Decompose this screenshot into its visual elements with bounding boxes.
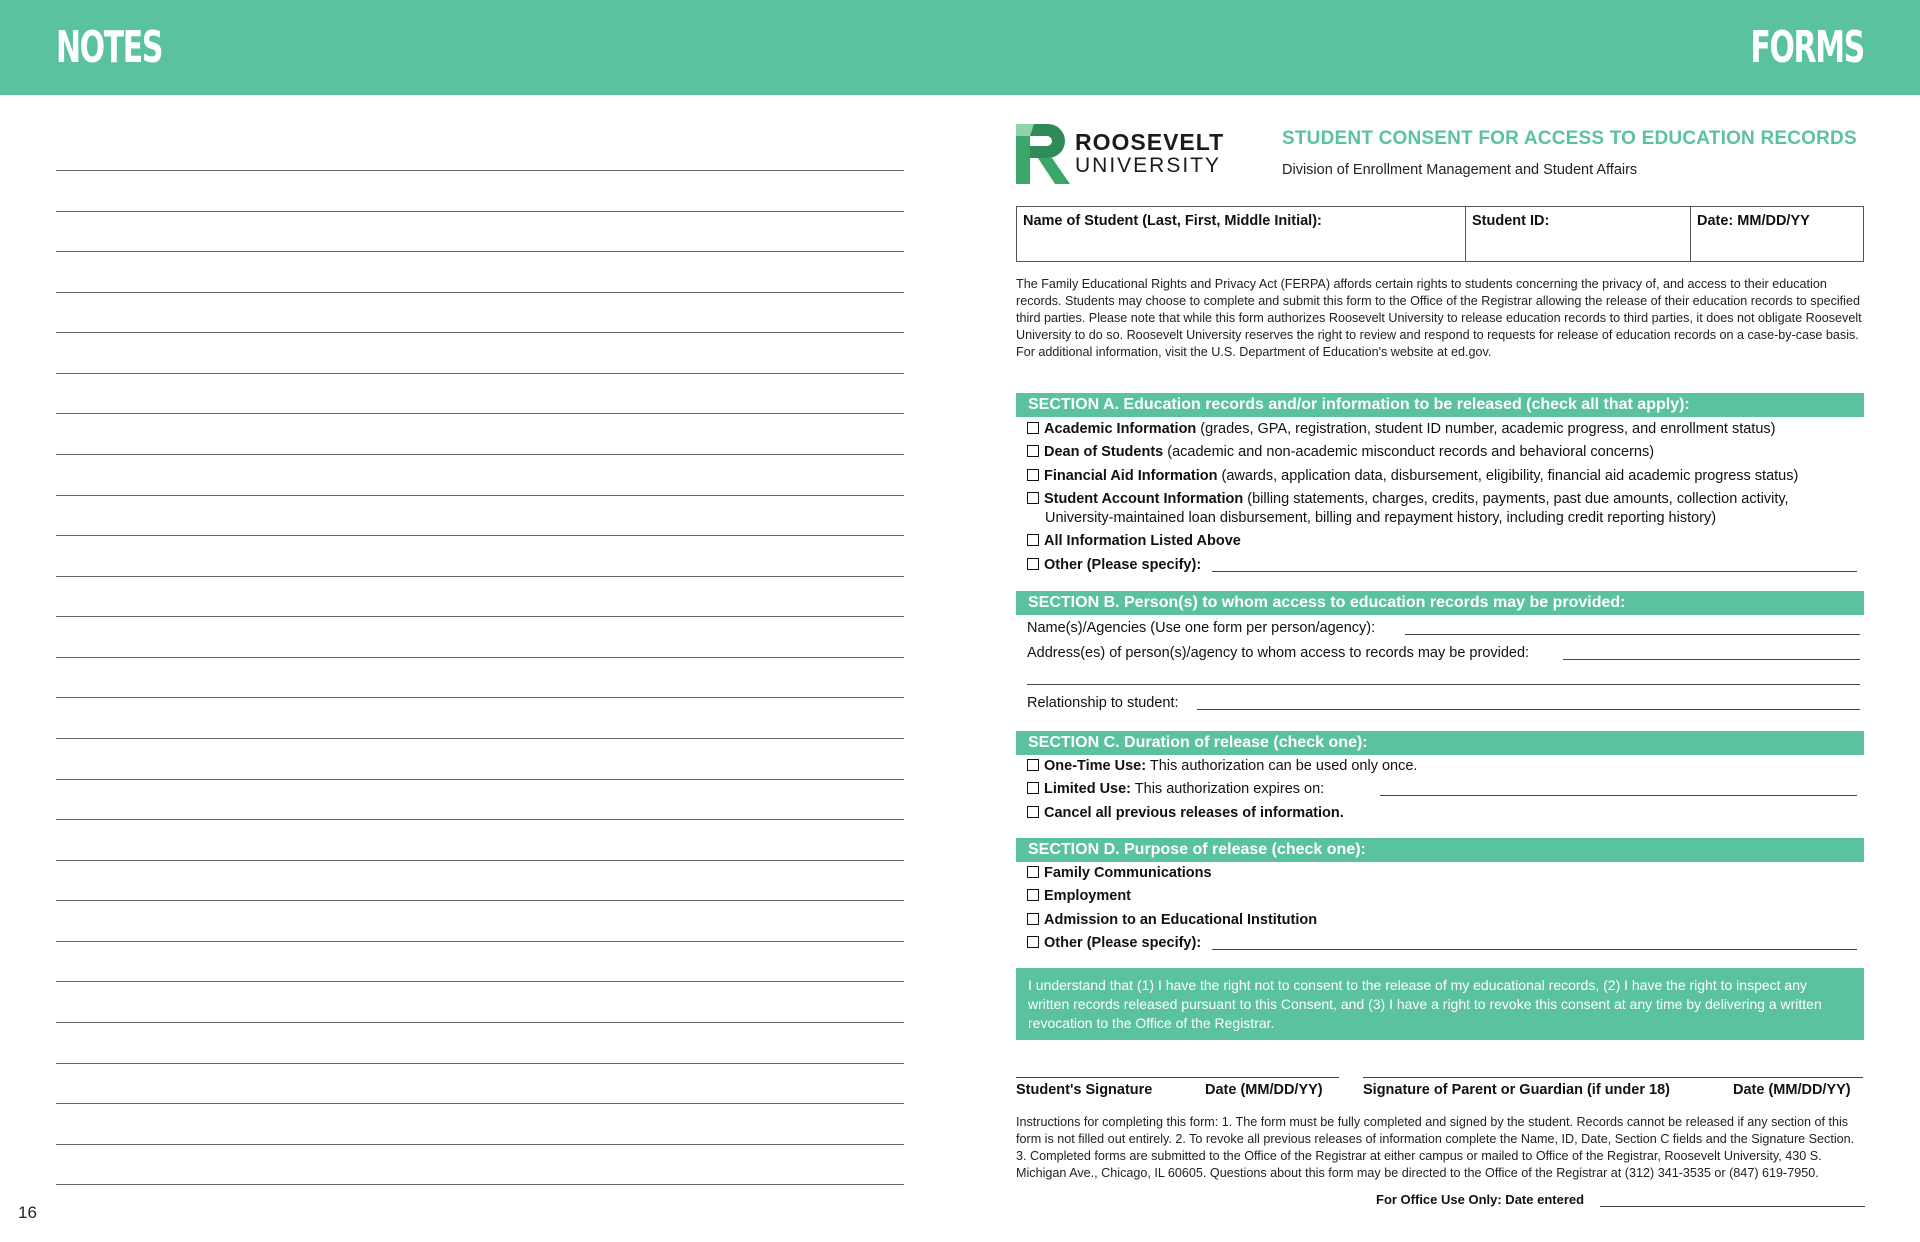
parent-signature-label: Signature of Parent or Guardian (if under 18) <box>1363 1082 1670 1098</box>
student-signature-line[interactable] <box>1016 1077 1339 1078</box>
checkbox-one-time-use[interactable]: One-Time Use: This authorization can be used only once. <box>1027 757 1417 776</box>
relationship-line[interactable] <box>1197 709 1860 710</box>
note-line[interactable] <box>56 1103 904 1104</box>
section-a-header: SECTION A. Education records and/or information to be released (check all that apply): <box>1016 393 1864 417</box>
date-label-1: Date (MM/DD/YY) <box>1205 1082 1323 1098</box>
office-use-label: For Office Use Only: Date entered <box>1376 1192 1585 1207</box>
note-line[interactable] <box>56 535 904 536</box>
checkbox-admission[interactable]: Admission to an Educational Institution <box>1027 911 1317 930</box>
note-line[interactable] <box>56 1144 904 1145</box>
note-line[interactable] <box>56 1184 904 1185</box>
checkbox-icon[interactable] <box>1027 806 1039 818</box>
other-specify-d-line[interactable] <box>1212 949 1857 950</box>
page-number: 16 <box>18 1203 37 1222</box>
address-line[interactable] <box>1563 659 1860 660</box>
note-line[interactable] <box>56 941 904 942</box>
note-line[interactable] <box>56 657 904 658</box>
checkbox-icon[interactable] <box>1027 866 1039 878</box>
student-name-field[interactable] <box>1017 207 1465 261</box>
address-line-2[interactable] <box>1027 684 1860 685</box>
logo-line-1: ROOSEVELT <box>1075 129 1225 155</box>
checkbox-all-information[interactable]: All Information Listed Above <box>1027 532 1241 551</box>
note-line[interactable] <box>56 1022 904 1023</box>
note-line[interactable] <box>56 860 904 861</box>
note-line[interactable] <box>56 413 904 414</box>
office-date-line[interactable] <box>1600 1206 1865 1207</box>
note-line[interactable] <box>56 981 904 982</box>
checkbox-icon[interactable] <box>1027 492 1039 504</box>
note-line[interactable] <box>56 900 904 901</box>
date-label-2: Date (MM/DD/YY) <box>1733 1082 1851 1098</box>
header-bar <box>0 0 1920 95</box>
student-id-table <box>1016 206 1864 262</box>
checkbox-limited-use[interactable]: Limited Use: This authorization expires on: <box>1027 780 1324 799</box>
checkbox-dean-of-students[interactable]: Dean of Students (academic and non-academic misconduct records and behavioral concerns) <box>1027 443 1654 462</box>
checkbox-icon[interactable] <box>1027 469 1039 481</box>
checkbox-icon[interactable] <box>1027 534 1039 546</box>
address-label: Address(es) of person(s)/agency to whom access to records may be provided: <box>1027 645 1530 661</box>
note-line[interactable] <box>56 697 904 698</box>
checkbox-icon[interactable] <box>1027 759 1039 771</box>
note-line[interactable] <box>56 576 904 577</box>
checkbox-icon[interactable] <box>1027 782 1039 794</box>
form-instructions: Instructions for completing this form: 1. The form must be fully completed and signed by the student. Records cannot be released if any section of this form is not filled out entirely. 2. To revoke all previous releases of information complete the Name, ID, Date, Section C fields and the Signature Section. 3. Completed forms are submitted to the Office of the Registrar at either campus or mailed to Office of the Registrar, Roosevelt University, 430 S. Michigan Ave., Chicago, IL 60605. Questions about this form may be directed to the Office of the Registrar at (312) 341-3535 or (847) 619-7950. <box>1016 1115 1855 1180</box>
date-label: Date: MM/DD/YY <box>1697 213 1810 229</box>
checkbox-student-account[interactable]: Student Account Information (billing statements, charges, credits, payments, past due amounts, collection activity, University-maintained loan disbursement, billing and repayment history, including credit reporting history) <box>1027 490 1789 528</box>
relationship-label: Relationship to student: <box>1027 695 1179 711</box>
note-line[interactable] <box>56 819 904 820</box>
section-b-header: SECTION B. Person(s) to whom access to education records may be provided: <box>1016 591 1864 615</box>
notes-title: NOTES <box>56 22 163 73</box>
note-line[interactable] <box>56 495 904 496</box>
ferpa-intro: The Family Educational Rights and Privacy Act (FERPA) affords certain rights to students concerning the privacy of, and access to their education records. Students may choose to complete and submit this form to the Office of the Registrar allowing the release of their education records to specified third parties. Please note that while this form authorizes Roosevelt University to release education records to third parties, it does not obligate Roosevelt University to do so. Roosevelt University reserves the right to review and respond to requests for release of education records on a case-by-case basis. For additional information, visit the U.S. Department of Education's website at ed.gov. <box>1016 277 1862 359</box>
checkbox-icon[interactable] <box>1027 445 1039 457</box>
note-line[interactable] <box>56 332 904 333</box>
university-logo <box>1016 124 1266 186</box>
checkbox-icon[interactable] <box>1027 913 1039 925</box>
forms-title: FORMS <box>1750 22 1864 73</box>
parent-signature-line[interactable] <box>1363 1077 1863 1078</box>
checkbox-employment[interactable]: Employment <box>1027 887 1131 906</box>
checkbox-icon[interactable] <box>1027 558 1039 570</box>
checkbox-family-communications[interactable]: Family Communications <box>1027 864 1212 883</box>
form-title: STUDENT CONSENT FOR ACCESS TO EDUCATION RECORDS <box>1282 128 1857 149</box>
names-agencies-line[interactable] <box>1405 634 1860 635</box>
form-subtitle: Division of Enrollment Management and Student Affairs <box>1282 162 1638 178</box>
checkbox-icon[interactable] <box>1027 422 1039 434</box>
note-line[interactable] <box>56 211 904 212</box>
expiration-date-line[interactable] <box>1380 795 1857 796</box>
checkbox-academic-info[interactable]: Academic Information (grades, GPA, registration, student ID number, academic progress, and enrollment status) <box>1027 420 1775 439</box>
student-id-label: Student ID: <box>1472 213 1550 229</box>
checkbox-icon[interactable] <box>1027 889 1039 901</box>
checkbox-financial-aid[interactable]: Financial Aid Information (awards, application data, disbursement, eligibility, financial aid academic progress status) <box>1027 467 1798 486</box>
acknowledgement-box: I understand that (1) I have the right not to consent to the release of my educational records, (2) I have the right to inspect any written records released pursuant to this Consent, and (3) I have a right to revoke this consent at any time by delivering a written revocation to the Office of the Registrar. <box>1016 968 1864 1040</box>
note-line[interactable] <box>56 616 904 617</box>
section-c-header: SECTION C. Duration of release (check one): <box>1016 731 1864 755</box>
note-line[interactable] <box>56 1063 904 1064</box>
date-field[interactable] <box>1690 207 1862 261</box>
section-d-header: SECTION D. Purpose of release (check one): <box>1016 838 1864 862</box>
note-line[interactable] <box>56 292 904 293</box>
checkbox-other-a[interactable]: Other (Please specify): <box>1027 556 1201 575</box>
roosevelt-r-logo-icon <box>1016 124 1070 184</box>
other-specify-a-line[interactable] <box>1212 571 1857 572</box>
student-id-field[interactable] <box>1465 207 1690 261</box>
checkbox-cancel-previous[interactable]: Cancel all previous releases of information. <box>1027 804 1344 823</box>
note-line[interactable] <box>56 170 904 171</box>
note-line[interactable] <box>56 251 904 252</box>
note-line[interactable] <box>56 454 904 455</box>
logo-line-2: UNIVERSITY <box>1075 154 1222 177</box>
names-agencies-label: Name(s)/Agencies (Use one form per person/agency): <box>1027 620 1376 636</box>
note-line[interactable] <box>56 373 904 374</box>
note-line[interactable] <box>56 779 904 780</box>
checkbox-other-d[interactable]: Other (Please specify): <box>1027 934 1201 953</box>
student-name-label: Name of Student (Last, First, Middle Initial): <box>1023 213 1322 229</box>
note-line[interactable] <box>56 738 904 739</box>
checkbox-icon[interactable] <box>1027 936 1039 948</box>
student-signature-label: Student's Signature <box>1016 1082 1153 1098</box>
